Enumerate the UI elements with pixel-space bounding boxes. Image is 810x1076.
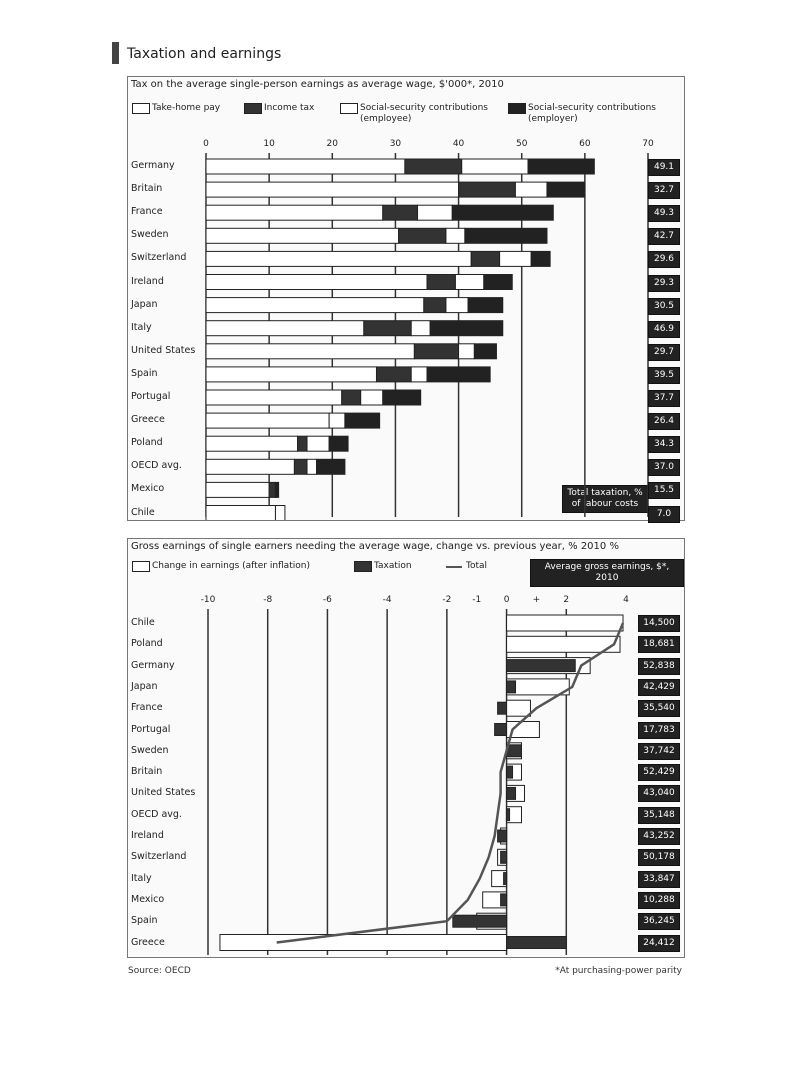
bar-segment <box>459 344 475 359</box>
country-label: France <box>131 702 163 714</box>
country-label: United States <box>131 344 196 356</box>
bar-segment <box>452 205 553 220</box>
country-label: Greece <box>131 414 165 426</box>
taxation-bar <box>507 937 567 949</box>
bar-segment <box>206 251 471 266</box>
bar-segment <box>206 228 399 243</box>
bar-segment <box>206 367 376 382</box>
bar-segment <box>528 159 594 174</box>
country-label: Spain <box>131 367 158 379</box>
axis-tick-label: -6 <box>322 595 332 605</box>
country-label: Portugal <box>131 391 171 402</box>
bar-segment <box>500 251 532 266</box>
axis-tick-label: 4 <box>623 595 629 605</box>
bar-segment <box>411 321 430 336</box>
axis-tick-label: 30 <box>389 139 402 149</box>
axis-tick-label: 2 <box>563 595 570 605</box>
axis-tick-label: -10 <box>200 595 216 605</box>
earnings-chart-panel <box>127 538 685 958</box>
axis-tick-label: -1 <box>472 595 482 605</box>
axis-tick-label: -2 <box>442 595 452 605</box>
ppp-footnote: *At purchasing-power parity <box>555 966 682 976</box>
bar-segment <box>471 251 499 266</box>
country-label: Japan <box>131 298 158 310</box>
bar-segment <box>206 506 275 521</box>
bar-segment <box>275 482 278 497</box>
avg-earnings-value: 17,783 <box>638 722 680 739</box>
bar-segment <box>399 228 446 243</box>
total-taxation-value: 49.3 <box>648 205 680 222</box>
avg-earnings-header: Average gross earnings, $*, 2010 <box>530 559 684 587</box>
avg-earnings-value: 37,742 <box>638 743 680 760</box>
avg-earnings-value: 43,252 <box>638 828 680 845</box>
country-label: Sweden <box>131 744 169 756</box>
bar-segment <box>462 159 528 174</box>
total-taxation-value: 26.4 <box>648 413 680 430</box>
total-taxation-value: 49.1 <box>648 159 680 176</box>
total-taxation-value: 37.7 <box>648 390 680 407</box>
total-taxation-value: 7.0 <box>648 506 680 523</box>
avg-earnings-value: 36,245 <box>638 913 680 930</box>
bar-segment <box>206 275 427 290</box>
avg-earnings-value: 35,540 <box>638 700 680 717</box>
bar-segment <box>474 344 496 359</box>
bar-segment <box>275 506 284 521</box>
bar-segment <box>345 413 380 428</box>
axis-tick-label: -8 <box>263 595 273 605</box>
avg-earnings-value: 33,847 <box>638 871 680 888</box>
bar-segment <box>206 413 329 428</box>
tax-chart-svg <box>128 77 684 520</box>
taxation-bar <box>498 830 507 842</box>
legend-total: Total <box>466 561 488 571</box>
country-label: Poland <box>131 638 163 650</box>
bar-segment <box>484 275 512 290</box>
bar-segment <box>317 459 345 474</box>
total-taxation-value: 37.0 <box>648 459 680 476</box>
tax-chart-panel <box>127 76 685 521</box>
axis-tick-label: -4 <box>382 595 392 605</box>
taxation-bar <box>507 766 513 778</box>
avg-earnings-value: 10,288 <box>638 892 680 909</box>
country-label: OECD avg. <box>131 460 182 472</box>
legend-income-tax: Income tax <box>264 103 315 113</box>
bar-segment <box>307 436 329 451</box>
bar-segment <box>206 182 459 197</box>
total-taxation-value: 15.5 <box>648 482 680 499</box>
bar-segment <box>269 482 275 497</box>
country-label: United States <box>131 787 196 799</box>
country-label: Mexico <box>131 893 165 905</box>
country-label: Switzerland <box>131 252 187 264</box>
bar-segment <box>418 205 453 220</box>
bar-segment <box>364 321 411 336</box>
avg-earnings-value: 35,148 <box>638 807 680 824</box>
bar-segment <box>206 344 414 359</box>
legend-take-home: Take-home pay <box>152 103 221 113</box>
bar-segment <box>427 367 490 382</box>
legend-ss-employer: Social-security contributions (employer) <box>528 103 656 124</box>
avg-earnings-value: 14,500 <box>638 615 680 632</box>
country-label: Spain <box>131 915 158 927</box>
country-label: Germany <box>131 659 175 671</box>
total-taxation-value: 34.3 <box>648 436 680 453</box>
bar-segment <box>307 459 316 474</box>
axis-tick-label: 40 <box>452 139 465 149</box>
total-taxation-value: 42.7 <box>648 228 680 245</box>
taxation-bar <box>453 915 507 927</box>
country-label: Japan <box>131 680 158 692</box>
total-taxation-value: 29.3 <box>648 275 680 292</box>
bar-segment <box>361 390 383 405</box>
total-taxation-value: 39.5 <box>648 367 680 384</box>
country-label: Ireland <box>131 830 164 841</box>
bar-segment <box>455 275 483 290</box>
taxation-bar <box>495 724 507 736</box>
bar-segment <box>465 228 547 243</box>
bar-segment <box>206 390 342 405</box>
bar-segment <box>405 159 462 174</box>
country-label: Britain <box>131 183 163 195</box>
axis-tick-label: 60 <box>579 139 591 149</box>
title-accent-bar <box>112 42 119 64</box>
taxation-bar <box>501 851 507 863</box>
avg-earnings-value: 43,040 <box>638 785 680 802</box>
avg-earnings-value: 24,412 <box>638 935 680 952</box>
country-label: Britain <box>131 766 163 778</box>
avg-earnings-value: 52,429 <box>638 764 680 781</box>
bar-segment <box>411 367 427 382</box>
total-taxation-header: Total taxation, % of labour costs <box>562 485 648 513</box>
bar-segment <box>446 298 468 313</box>
bar-segment <box>298 436 307 451</box>
country-label: Greece <box>131 936 165 948</box>
country-label: Portugal <box>131 723 171 735</box>
bar-segment <box>329 413 345 428</box>
taxation-bar <box>507 787 516 799</box>
source-note: Source: OECD <box>128 966 191 976</box>
country-label: Italy <box>131 321 152 333</box>
country-label: OECD avg. <box>131 808 182 820</box>
country-label: Ireland <box>131 275 164 287</box>
legend-taxation: Taxation <box>374 561 412 571</box>
total-taxation-value: 32.7 <box>648 182 680 199</box>
country-label: Switzerland <box>131 851 187 863</box>
axis-tick-label: 50 <box>515 139 528 149</box>
country-label: Mexico <box>131 483 165 495</box>
change-bar <box>507 615 623 631</box>
bar-segment <box>468 298 503 313</box>
bar-segment <box>329 436 348 451</box>
bar-segment <box>459 182 516 197</box>
bar-segment <box>430 321 503 336</box>
axis-tick-label: 0 <box>203 139 209 149</box>
bar-segment <box>206 159 405 174</box>
bar-segment <box>206 321 364 336</box>
country-label: Italy <box>131 872 152 884</box>
total-taxation-value: 30.5 <box>648 298 680 315</box>
axis-tick-label: 20 <box>326 139 339 149</box>
bar-segment <box>206 459 294 474</box>
avg-earnings-value: 42,429 <box>638 679 680 696</box>
axis-tick-label: + <box>532 595 541 605</box>
country-label: Chile <box>131 617 155 628</box>
avg-earnings-value: 52,838 <box>638 658 680 675</box>
bar-segment <box>446 228 465 243</box>
bar-segment <box>515 182 547 197</box>
page-title: Taxation and earnings <box>127 46 282 62</box>
bar-segment <box>383 390 421 405</box>
bar-segment <box>427 275 455 290</box>
taxation-bar <box>507 809 510 821</box>
bar-segment <box>206 298 424 313</box>
tax-chart-subtitle: Tax on the average single-person earnings as average wage, $'000*, 2010 <box>131 79 504 90</box>
country-label: France <box>131 206 163 218</box>
legend-ss-employee: Social-security contributions (employee) <box>360 103 488 124</box>
avg-earnings-value: 50,178 <box>638 849 680 866</box>
bar-segment <box>376 367 411 382</box>
change-bar <box>507 700 531 716</box>
country-label: Germany <box>131 160 175 171</box>
taxation-bar <box>504 873 507 885</box>
bar-segment <box>206 436 298 451</box>
country-label: Poland <box>131 437 163 449</box>
axis-tick-label: 0 <box>503 595 510 605</box>
country-label: Chile <box>131 506 155 518</box>
taxation-bar <box>507 660 576 672</box>
country-label: Sweden <box>131 229 169 241</box>
change-bar <box>507 636 620 652</box>
total-taxation-value: 29.6 <box>648 251 680 268</box>
bar-segment <box>294 459 307 474</box>
bar-segment <box>531 251 550 266</box>
bar-segment <box>424 298 446 313</box>
total-taxation-value: 29.7 <box>648 344 680 361</box>
bar-segment <box>414 344 458 359</box>
total-taxation-value: 46.9 <box>648 321 680 338</box>
axis-tick-label: 70 <box>642 139 654 149</box>
bar-segment <box>206 205 383 220</box>
avg-earnings-value: 18,681 <box>638 636 680 653</box>
bar-segment <box>342 390 361 405</box>
bar-segment <box>547 182 585 197</box>
taxation-bar <box>498 702 507 714</box>
legend-change: Change in earnings (after inflation) <box>152 561 310 571</box>
bar-segment <box>206 482 269 497</box>
change-bar <box>220 935 507 951</box>
bar-segment <box>383 205 418 220</box>
taxation-bar <box>507 681 516 693</box>
taxation-bar <box>501 894 507 906</box>
earnings-chart-subtitle: Gross earnings of single earners needing the average wage, change vs. previous year, % 2010 % <box>131 541 619 552</box>
axis-tick-label: 10 <box>263 139 275 149</box>
